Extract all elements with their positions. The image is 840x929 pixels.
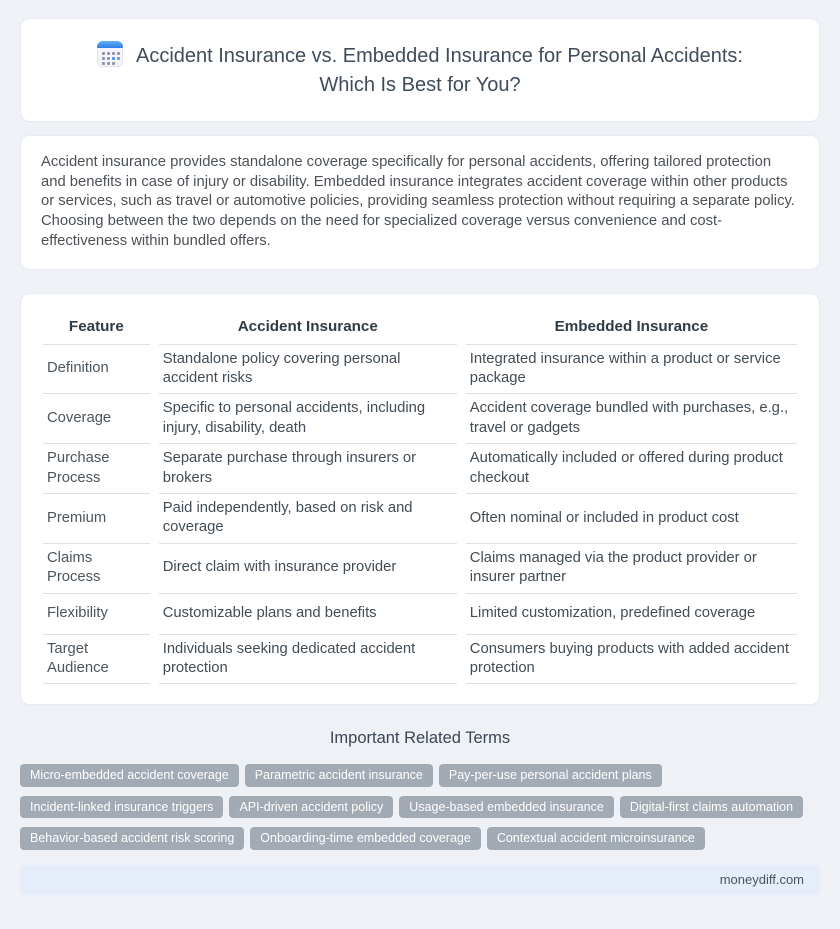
comparison-table: [34, 312, 806, 685]
header-card: [20, 18, 820, 122]
page-title-text: Accident Insurance vs. Embedded Insurance for Personal Accidents: Which Is Best for You?: [135, 44, 743, 96]
embedded-insurance-cell: Claims managed via the product provider or insurer partner: [466, 544, 797, 594]
table-row: [43, 494, 797, 544]
related-term-tag: Micro-embedded accident coverage: [20, 764, 239, 787]
accident-insurance-cell: Standalone policy covering personal accident risks: [159, 345, 457, 395]
table-row: [43, 544, 797, 594]
accident-insurance-cell: Individuals seeking dedicated accident protection: [159, 635, 457, 685]
embedded-insurance-cell: Consumers buying products with added accident protection: [466, 635, 797, 685]
comparison-table-card: [20, 293, 820, 706]
calendar-icon: [97, 41, 123, 67]
intro-paragraph: Accident insurance provides standalone coverage specifically for personal accidents, offering tailored protection and benefits in case of injury or disability. Embedded insurance integrates accident coverage within other products or services, such as travel or automotive policies, providing seamless protection without requiring a separate policy. Choosing between the two depends on the need for specialized coverage versus convenience and cost-effectiveness within bundled offers.: [41, 154, 795, 249]
table-row: [43, 345, 797, 395]
related-tags: [20, 764, 820, 850]
feature-cell: Coverage: [43, 394, 150, 444]
calendar-icon-dots: [102, 52, 105, 55]
accident-insurance-cell: Paid independently, based on risk and coverage: [159, 494, 457, 544]
table-row: [43, 394, 797, 444]
feature-cell: Claims Process: [43, 544, 150, 594]
accident-insurance-cell: Specific to personal accidents, including injury, disability, death: [159, 394, 457, 444]
embedded-insurance-cell: Often nominal or included in product cost: [466, 494, 797, 544]
embedded-insurance-cell: Limited customization, predefined coverage: [466, 594, 797, 635]
related-term-tag: Parametric accident insurance: [245, 764, 433, 787]
column-header-embedded-insurance: Embedded Insurance: [466, 312, 797, 345]
table-header-row: [43, 312, 797, 345]
related-term-tag: Behavior-based accident risk scoring: [20, 827, 244, 850]
comparison-table-body: [43, 345, 797, 685]
embedded-insurance-cell: Integrated insurance within a product or service package: [466, 345, 797, 395]
footer-bar: [20, 865, 820, 895]
embedded-insurance-cell: Automatically included or offered during product checkout: [466, 444, 797, 494]
column-header-feature: Feature: [43, 312, 150, 345]
column-header-accident-insurance: Accident Insurance: [159, 312, 457, 345]
related-term-tag: API-driven accident policy: [229, 796, 393, 819]
table-row: [43, 594, 797, 635]
table-row: [43, 635, 797, 685]
related-terms-title: Important Related Terms: [329, 729, 511, 748]
feature-cell: Target Audience: [43, 635, 150, 685]
table-row: [43, 444, 797, 494]
related-term-tag: Incident-linked insurance triggers: [20, 796, 223, 819]
calendar-icon-top: [97, 41, 123, 48]
feature-cell: Definition: [43, 345, 150, 395]
feature-cell: Purchase Process: [43, 444, 150, 494]
site-name: moneydiff.com: [719, 872, 804, 888]
feature-cell: Flexibility: [43, 594, 150, 635]
page-title: [70, 41, 770, 100]
accident-insurance-cell: Customizable plans and benefits: [159, 594, 457, 635]
related-term-tag: Digital-first claims automation: [620, 796, 803, 819]
related-term-tag: Contextual accident microinsurance: [487, 827, 705, 850]
related-term-tag: Pay-per-use personal accident plans: [439, 764, 662, 787]
accident-insurance-cell: Direct claim with insurance provider: [159, 544, 457, 594]
intro-card: [20, 135, 820, 270]
related-term-tag: Onboarding-time embedded coverage: [250, 827, 481, 850]
table-head: [43, 312, 797, 345]
related-term-tag: Usage-based embedded insurance: [399, 796, 614, 819]
embedded-insurance-cell: Accident coverage bundled with purchases, e.g., travel or gadgets: [466, 394, 797, 444]
accident-insurance-cell: Separate purchase through insurers or brokers: [159, 444, 457, 494]
feature-cell: Premium: [43, 494, 150, 544]
